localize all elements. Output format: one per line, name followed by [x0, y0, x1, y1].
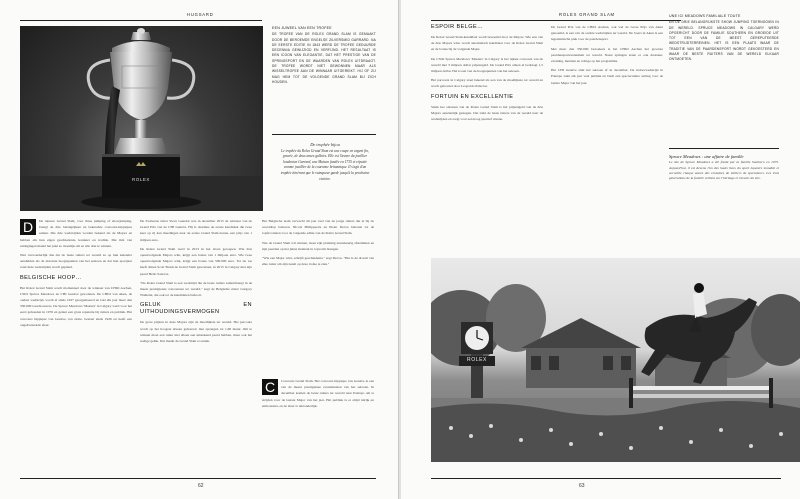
subhead-geluk: GELUK EN UITHOUDINGSVERMOGEN — [140, 302, 252, 316]
left-col2-p2: De Rolex Grand Slam werd in 2013 in het leven geroepen. Wie drie opeenvolgende Majors wint, krijgt een bonus van 1 miljoen euro. Wie twee opeenvolgende Majors wint, krijgt een bonus van 500.000 euro. Tot nu toe heeft alleen Scott Brash de Grand Slam gewonnen, in 2015 in Calgary met zijn paard Hello Sanctos. — [140, 246, 252, 276]
left-col3-p3: "Wie een Major wint, schrijft geschiedenis," zegt Devos. "Het is de droom van elke ruiter om zijn naam op deze trofee te zien." — [262, 256, 374, 267]
left-col2-p3: "De Rolex Grand Slam is een wedstrijd die de beste ruiters samenbrengt in de meest prestigieuze concoursen ter wereld," zegt de Belgische ruiter Grégory Wathelet, die ook tot de kandidaten behoort. — [140, 280, 252, 298]
right-running-head: ROLEX GRAND SLAM — [559, 12, 615, 17]
spruce-intro-text: EN DE DRIE BELANGRIJKSTE SHOW JUMPING TOERNOOIEN IN DE WERELD. SPRUCE MEADOWS IN CALGARY WERD OPGERICHT DOOR DE FAMILIE SOUTHERN EN GROEIDE UIT TOT EEN VAN DE MEEST GEREPUTEERDE WEDSTRIJDTERREINEN. HET IS EEN PLAATS WAAR DE TRADITIE VAN DE PAARDENSPORT WORDT GEKOESTERD EN WAAR DE BESTE RUITERS VAN DE WERELD ELKAAR ONTMOETEN. — [669, 20, 779, 62]
right-col1-p4: Sinds het ontstaan van de Rolex Grand Slam is het prijzengeld van de drie Majors aanzienlijk gestegen. Dat trekt de beste ruiters van de wereld naar de wedstrijden en zorgt voor een hoog sportief niveau. — [431, 104, 543, 122]
dropcap-d: D — [20, 219, 36, 235]
right-col1-p1: De Rolex Grand Slam-kandidaat wordt benoemd door de Majors. Wie een van de drie Majors wint, wordt automatisch kandidaat voor de Rolex Grand Slam en de bonus bij de volgende Major. — [431, 35, 543, 52]
spruce-caption-title: Spruce Meadows : une affaire de famille — [669, 154, 744, 159]
trophy-caption-title: De trophée bijou — [310, 142, 340, 147]
right-col2-p2: Met meer dan 350.000 bezoekers is het CHIO Aachen het grootste paardensportevenement ter wereld. Naast springen staan er ook dressuur, eventing, mennen en voltige op het programma. — [551, 46, 663, 64]
showjumping-photo — [431, 258, 800, 462]
dropcap-c: C — [262, 379, 278, 395]
left-page — [0, 0, 399, 499]
left-header-rule — [20, 20, 262, 21]
right-page — [401, 0, 800, 499]
left-col3-box: Concours Grand Slam. Het concours hippique van Genève is een van de meest prestigieuze evenementen van het seizoen. In december komen de beste ruiters ter wereld naar Palexpo om te strijden voor de laatste Major van het jaar. Het publiek is er altijd talrijk en enthousiast, en de sfeer is uitzonderlijk. — [262, 379, 374, 408]
left-page-number: 62 — [198, 483, 204, 489]
right-footer-rule — [431, 478, 781, 479]
right-col1-p3: Het parcours in Calgary staat bekend als een van de moeilijkste ter wereld en wordt gebouwd door Leopoldo Palacios. — [431, 78, 543, 89]
left-col2-p1: De Zwitserse ruiter Steve Guerdat was in december 2015 de winnaar van de Grand Prix van de CHI Genève. Hij is daarmee de eerste kandidaat die twee keer op rij kan meedingen naar de eerste Grand Slam-bonus, een prijs van 1 miljoen euro. — [140, 219, 252, 242]
spruce-intro-title: UNE ICI MEADOWS FAMILIALE TOUTE — [669, 14, 741, 18]
left-running-head: HUGSARD — [187, 12, 214, 17]
left-column-3 — [262, 218, 374, 378]
trophy-illustration — [20, 26, 263, 211]
left-col2-p4: De grote prijzen in deze Majors zijn de moeilijkste ter wereld. Het parcours wordt op het hoogste niveau gebouwd, met sprongen tot 1,60 meter. Om te winnen moet een ruiter niet alleen een uitstekend paard hebben, maar ook het nodige geluk. Dat maakt de Grand Slam zo uniek. — [140, 320, 252, 344]
right-column-1 — [431, 24, 543, 256]
left-col1-p2: Het Rolex Grand Slam wordt momenteel door de winnaar van CHIO Aachen, CSIO Spruce Meadows en CHI Genève gewonnen. De CHIO van Aken, de oudste wedstrijd, wordt al sinds 1927 georganiseerd en lokt elk jaar meer dan 350.000 toeschouwers. De Spruce Meadows 'Masters' in Calgary werd voor het eerst gehouden in 1976 en geniet een grote reputatie bij ruiters en publiek. Het concours hippique van Genève, ten slotte, bestaat sinds 1926 en heeft een ongeëvenaarde sfeer. — [20, 285, 132, 327]
left-col1-p1: Niet verwonderlijk dus dat de beste ruiters ter wereld ze op hun kalender aanduiden als de absolute hoogtepunten van het seizoen en dat hun sportjaar rond deze wedstrijden wordt gepland. — [20, 253, 132, 270]
trophy-intro — [272, 26, 376, 134]
trophy-caption — [278, 142, 372, 192]
left-column-1 — [20, 218, 132, 480]
trophy-photo — [20, 26, 263, 211]
spruce-divider — [669, 148, 779, 149]
right-col2-p1: De Grand Prix van de CHIO Aachen, ook wel de Grote Prijs van Aken genoemd, is een van de oudste wedstrijden ter wereld. De Soers in Aken is een legendarische plek voor de paardensport. — [551, 25, 663, 42]
spruce-intro — [669, 14, 779, 146]
left-col1-lead: De nieuwe Grand Slam, voor three jumping of showjumping, brengt de drie belangrijkste en bekendste concours-hippiques samen. Die drie wedstrijden worden bekend als de Majors en hebben elk hun eigen geschiedenis, karakter en traditie. Die mix van uitdagingen maakt het juist zo moeilijk om ze alle drie te winnen. — [20, 219, 132, 248]
subhead-belgische-hoop: BELGISCHE HOOP… — [20, 274, 82, 281]
right-page-number: 63 — [579, 483, 585, 489]
spruce-caption — [669, 154, 779, 220]
subhead-fortuin: FORTUIN EN EXCELLENTIE — [431, 93, 514, 100]
clock-brand-label: ROLEX — [467, 357, 487, 363]
trophy-brand-label: ROLEX — [132, 177, 150, 182]
right-col2-p3: Het CHI Genève sluit het seizoen af in december. De indoorwedstrijd in Palexpo trekt elk jaar veel publiek en biedt een spectaculaire setting voor de laatste Major van het jaar. — [551, 68, 663, 85]
trophy-intro-title: EEN JUWEEL VAN EEN TROFEE — [272, 26, 332, 30]
left-footer-rule — [20, 478, 376, 479]
intro-divider — [272, 134, 376, 135]
right-column-2 — [551, 24, 663, 256]
subhead-espoir-belge: ESPOIR BELGE… — [431, 24, 484, 30]
trophy-caption-text: Le trophée du Rolex Grand Slam est une coupe en argent fin, gravée, de deux anses galbées. Elle est l'œuvre du joaillier londonien Garrard, une Maison fondée en 1735 et réputée comme joaillier de la couronne britannique. Il s'agit d'un trophée itinérant que le vainqueur garde jusqu'à la prochaine victoire. — [280, 148, 370, 181]
right-header-rule — [431, 20, 681, 21]
left-col3-p1: Het Belgische team verwacht dit jaar veel van de jonge ruiters die al bij de wereldtop behoren. Nicola Philippaerts en Pieter Devos behoren tot de topfavorieten voor de volgende editie van de Rolex Grand Slam. — [262, 219, 374, 236]
left-col3-p2: Wie de Grand Slam wil winnen, moet zijn planning nauwkeurig afstemmen en zijn paarden op het juiste moment in topvorm brengen. — [262, 240, 374, 251]
left-column-2 — [140, 218, 252, 480]
trophy-intro-text: DE TROFEE VAN DE ROLEX GRAND SLAM IS GEMAAKT DOOR DE BEROEMDE ENGELSE ZILVERSMID GARRARD. NA DE EERSTE EDITIE IN 1843 WERD DE TROFEE GEDUURDE DECENNIA GEWIJZIGD EN VERFIJND. HET RESULTAAT IS EEN ICOON VAN ELEGANTIE, DAT HET PRESTIGE VAN DE SPRINGSPORT EN DE WAARDEN VAN ROLEX UITDRAAGT. DE TROFEE WORDT NIET GEWONNEN MAAR ALS WISSELTROFEE AAN DE WINNAAR UITGEREIKT. HIJ OF ZIJ MAG HEM TOT DE VOLGENDE GRAND SLAM BIJ ZICH HOUDEN. — [272, 32, 376, 84]
left-column-3-box — [262, 378, 374, 458]
spruce-caption-text: Le site de Spruce Meadows a été fondé par la famille Southern en 1975. Aujourd'hui, il est devenu l'un des hauts lieux du sport équestre mondial et accueille chaque année des centaines de milliers de spectateurs. Les trois générations de la famille veillent sur l'héritage et l'avenir du site. — [669, 160, 779, 181]
right-col1-p2: De CSIO Spruce Meadows 'Masters' in Calgary is het rijkste concours van de wereld met 3 miljoen dollar prijzengeld. De Grand Prix alleen al bedraagt 1,5 miljoen dollar. Het is een van de hoogtepunten van het seizoen. — [431, 56, 543, 74]
